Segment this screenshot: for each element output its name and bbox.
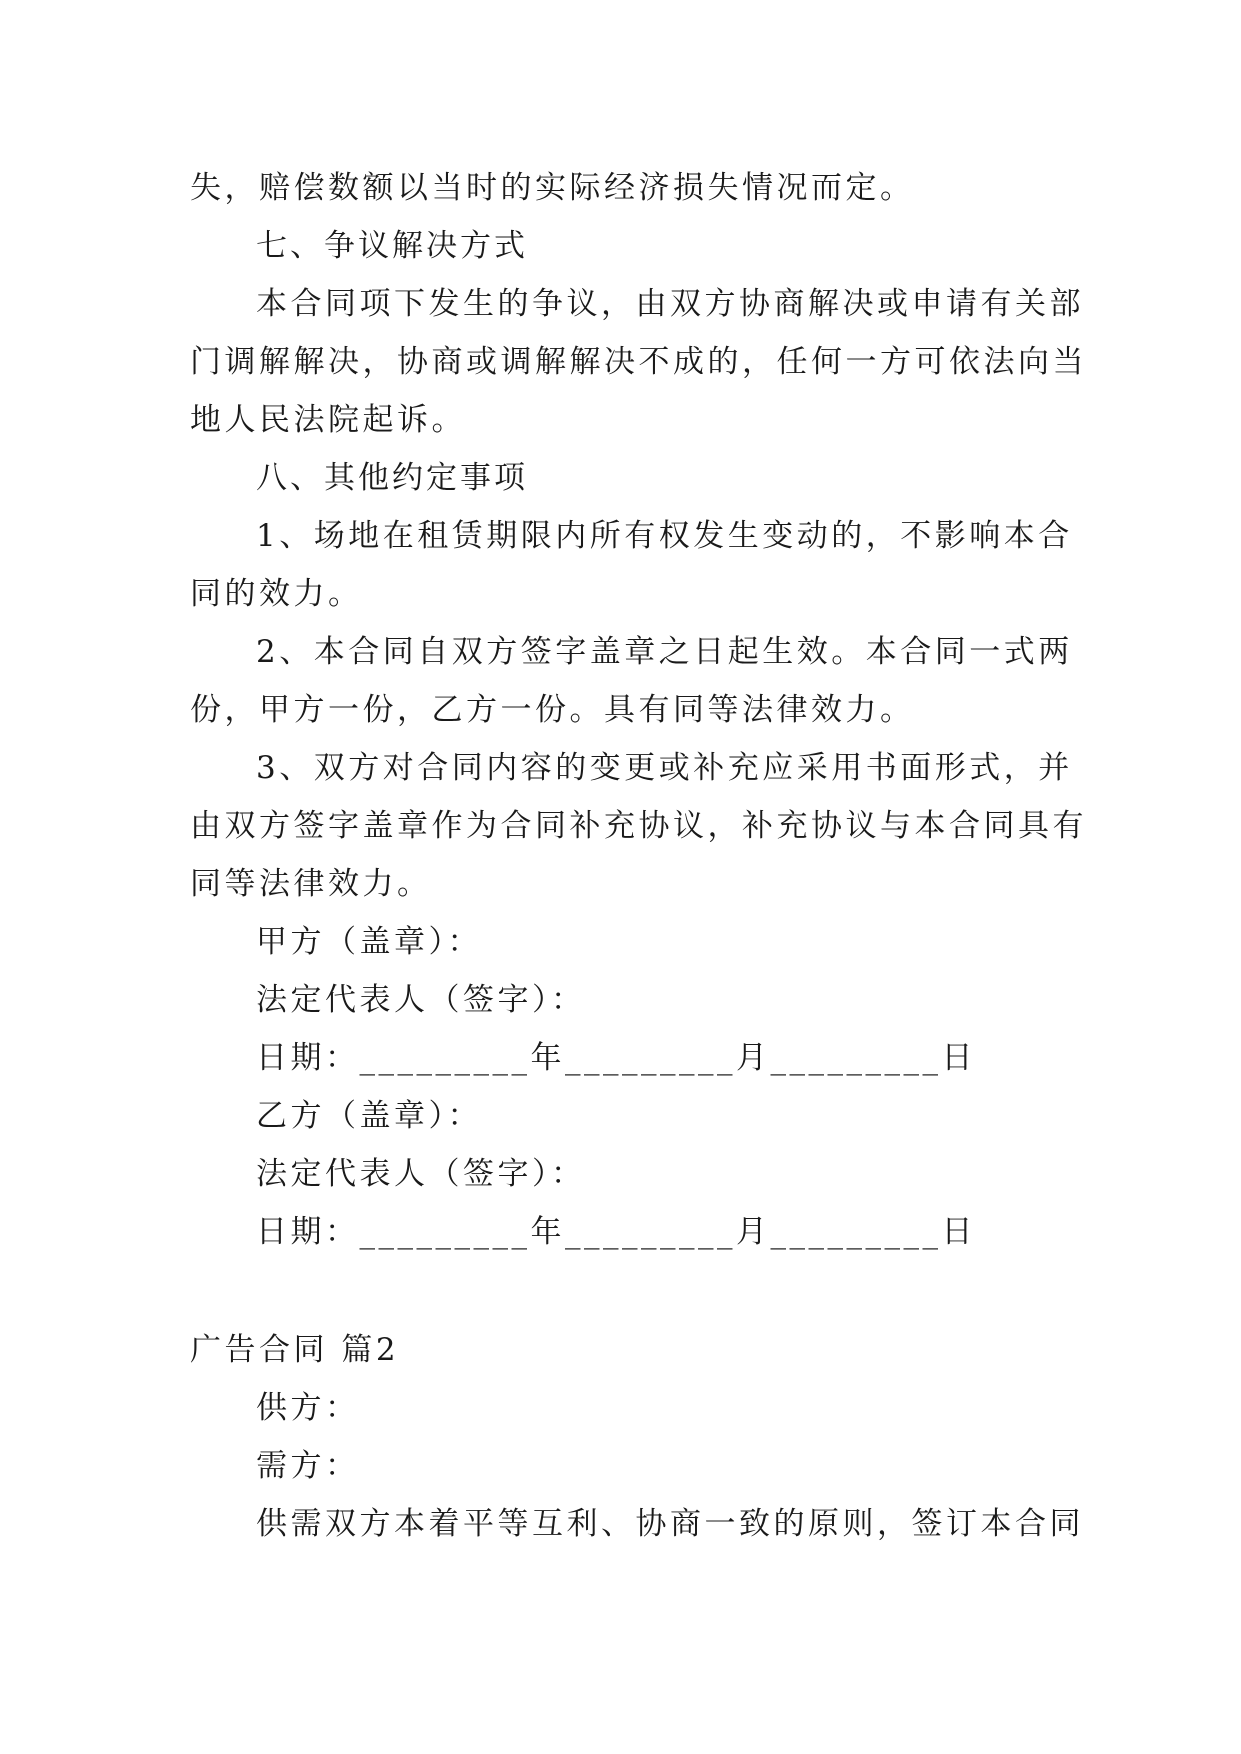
buyer-label: 需方： — [256, 1448, 360, 1484]
party-a-seal-label: 甲方（盖章）： — [256, 924, 482, 960]
party-b-date-line: 日期：_________年_________月_________日 — [256, 1214, 976, 1250]
paragraph-line: 由双方签字盖章作为合同补充协议，补充协议与本合同具有 — [190, 808, 1087, 844]
party-a-date-line: 日期：_________年_________月_________日 — [256, 1040, 976, 1076]
section-heading: 七、争议解决方式 — [256, 228, 528, 264]
paragraph-line: 同的效力。 — [190, 576, 363, 612]
supplier-label: 供方： — [256, 1390, 360, 1426]
paragraph-line: 本合同项下发生的争议，由双方协商解决或申请有关部 — [256, 286, 1084, 322]
party-b-representative-label: 法定代表人（签字）： — [256, 1156, 586, 1192]
paragraph-line: 3、双方对合同内容的变更或补充应采用书面形式，并 — [256, 750, 1073, 786]
paragraph-line: 份，甲方一份，乙方一份。具有同等法律效力。 — [190, 692, 915, 728]
party-b-seal-label: 乙方（盖章）： — [256, 1098, 482, 1134]
paragraph-line: 同等法律效力。 — [190, 866, 432, 902]
paragraph-line: 2、本合同自双方签字盖章之日起生效。本合同一式两 — [256, 634, 1073, 670]
contract-title: 广告合同 篇2 — [190, 1332, 400, 1368]
section-heading: 八、其他约定事项 — [256, 460, 528, 496]
paragraph-line: 供需双方本着平等互利、协商一致的原则，签订本合同 — [256, 1506, 1084, 1542]
paragraph-line: 1、场地在租赁期限内所有权发生变动的，不影响本合 — [256, 518, 1073, 554]
paragraph-line: 地人民法院起诉。 — [190, 402, 466, 438]
party-a-representative-label: 法定代表人（签字）： — [256, 982, 586, 1018]
paragraph-line: 门调解解决，协商或调解解决不成的，任何一方可依法向当 — [190, 344, 1087, 380]
paragraph-line: 失，赔偿数额以当时的实际经济损失情况而定。 — [190, 170, 915, 206]
